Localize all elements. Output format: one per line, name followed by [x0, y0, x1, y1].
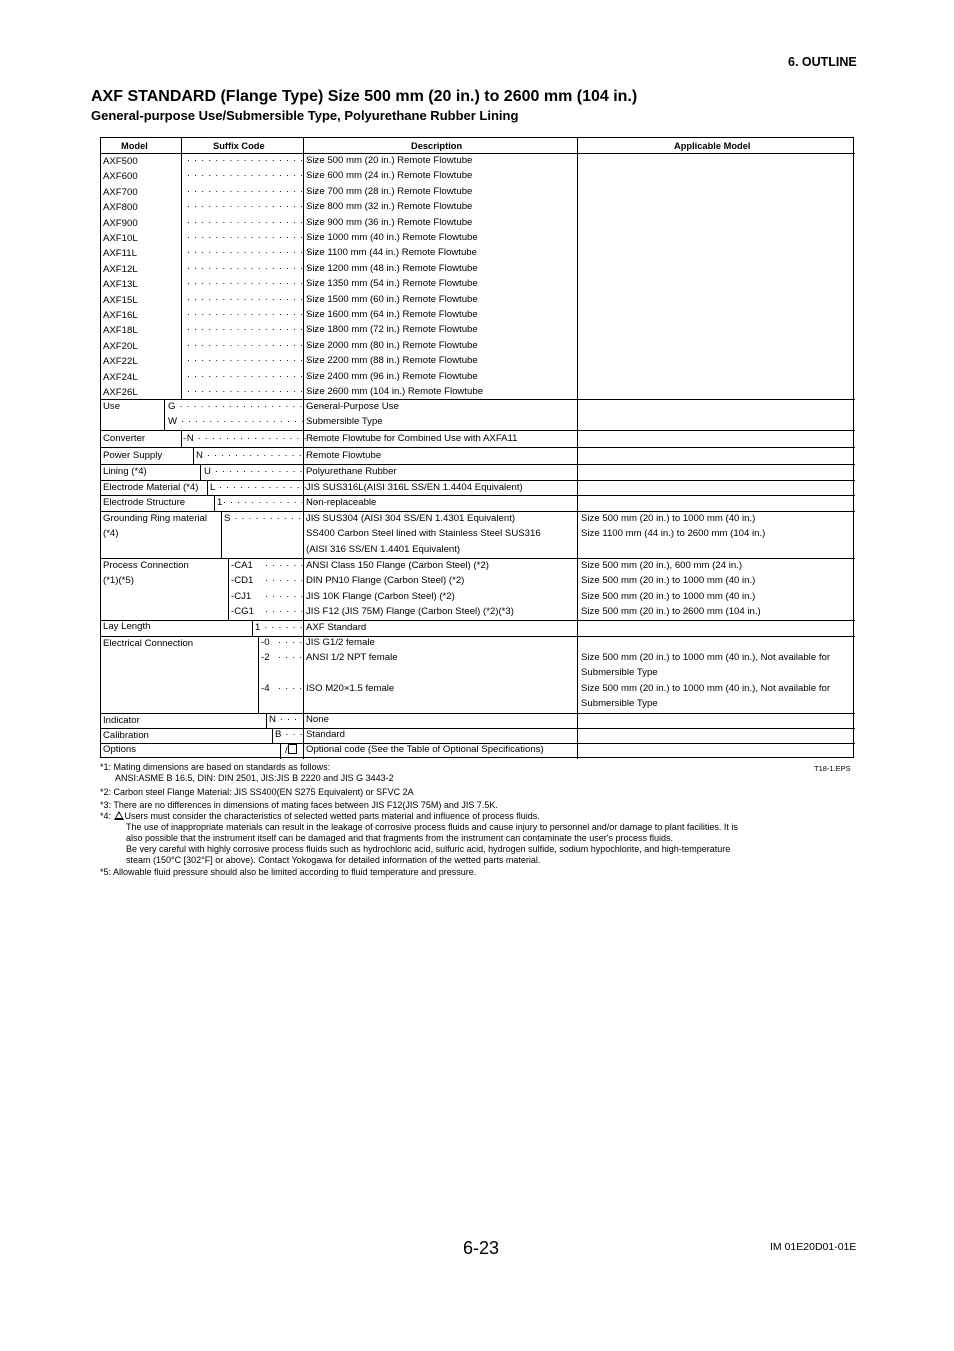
process-connection-applicable: Size 500 mm (20 in.) to 1000 mm (40 in.): [581, 590, 756, 602]
table-rule: [101, 399, 855, 400]
document-id: IM 01E20D01-01E: [770, 1241, 857, 1253]
table-rule: [228, 558, 229, 620]
desc-use-g: General-Purpose Use: [306, 401, 399, 412]
process-connection-description: DIN PN10 Flange (Carbon Steel) (*2): [306, 575, 465, 587]
table-rule: [280, 743, 281, 759]
desc-grounding-ring-2: SS400 Carbon Steel lined with Stainless Steel SUS316: [306, 528, 541, 539]
process-connection-description: JIS 10K Flange (Carbon Steel) (*2): [306, 590, 455, 602]
table-rule: [101, 636, 855, 637]
suffix-code-grounding-ring: S · · · · · · · · · · · ·: [224, 513, 316, 524]
process-connection-applicable: Size 500 mm (20 in.), 600 mm (24 in.): [581, 560, 743, 571]
electrical-connection-code: -0: [261, 637, 270, 648]
suffix-dots: · · · · · ·: [265, 590, 305, 602]
suffix-code-use-w: W · · · · · · · · · · · · · · · · · · · · ·: [168, 416, 326, 427]
row-label-lining: Lining (*4): [103, 466, 147, 477]
desc-lining: Polyurethane Rubber: [306, 466, 397, 477]
note-1: *1: Mating dimensions are based on standards as follows:: [100, 762, 331, 772]
suffix-dots: · · · · · · · · · · · · · · · · · · · ·: [187, 216, 325, 228]
electrical-connection-description: JIS G1/2 female: [306, 637, 375, 648]
section-header: 6. OUTLINE: [788, 55, 857, 69]
process-connection-code: -CA1: [231, 560, 253, 571]
row-label-electrode-structure: Electrode Structure: [103, 497, 186, 508]
model-description: Size 900 mm (36 in.) Remote Flowtube: [306, 216, 473, 228]
page-subtitle: General-purpose Use/Submersible Type, Polyurethane Rubber Lining: [91, 108, 519, 123]
table-rule: [266, 713, 267, 728]
model-description: Size 1200 mm (48 in.) Remote Flowtube: [306, 262, 478, 274]
note-4-line-4: Be very careful with highly corrosive process fluids such as hydrochloric acid, sulfuric acid, hydrogen sulfide, sodium hypochlorite, and high-temperature: [126, 844, 731, 854]
col-header-model: Model: [121, 141, 148, 151]
model-code: AXF500: [103, 156, 138, 167]
suffix-code-use-g: G · · · · · · · · · · · · · · · · · · · · ·: [168, 401, 325, 412]
table-rule: [101, 558, 855, 559]
note-4: [100, 811, 540, 822]
desc-lay-length: AXF Standard: [306, 622, 367, 633]
table-rule: [258, 636, 259, 713]
suffix-dots: · · · · · · · · · · · · · · · · · · · ·: [187, 155, 325, 166]
row-label-electrical-connection: Electrical Connection: [103, 638, 194, 649]
model-description: Size 1500 mm (60 in.) Remote Flowtube: [306, 293, 478, 305]
suffix-dots: · · · · · · · · · · · · · · · · · · · ·: [187, 262, 325, 274]
note-4-line-5: steam (150°C [302°F] or above). Contact Yokogawa for detailed information of the wetted parts material.: [126, 855, 541, 865]
model-code: AXF16L: [103, 310, 138, 321]
suffix-dots: · · · ·: [278, 652, 303, 663]
model-code: AXF700: [103, 186, 138, 198]
table-rule: [214, 495, 215, 511]
table-rule: [101, 511, 855, 512]
desc-converter: Remote Flowtube for Combined Use with AXFA11: [306, 433, 518, 444]
suffix-code-power-supply: N · · · · · · · · · · · · · · · ·: [196, 450, 317, 461]
process-connection-code: -CG1: [231, 606, 254, 618]
model-description: Size 1800 mm (72 in.) Remote Flowtube: [306, 324, 478, 336]
table-rule: [200, 464, 201, 480]
process-connection-applicable: Size 500 mm (20 in.) to 2600 mm (104 in.): [581, 606, 761, 618]
suffix-dots: · · · · · · · · · · · · · · · · · · · ·: [187, 309, 325, 320]
model-suffix-code-table: [100, 137, 854, 758]
suffix-dots: · · · · · · · · · · · · · · · · · · · ·: [187, 370, 325, 382]
table-rule: [272, 728, 273, 743]
row-label-power-supply: Power Supply: [103, 450, 163, 461]
note-1-detail: ANSI:ASME B 16.5, DIN: DIN 2501, JIS:JIS B 2220 and JIS G 3443-2: [115, 773, 394, 783]
model-description: Size 2200 mm (88 in.) Remote Flowtube: [306, 355, 478, 367]
suffix-code-electrode-material: L · · · · · · · · · · · · ·: [210, 482, 308, 493]
suffix-code-electrode-structure: 1· · · · · · · · · · · · · ·: [217, 497, 319, 508]
process-connection-applicable: Size 500 mm (20 in.) to 1000 mm (40 in.): [581, 575, 756, 587]
model-description: Size 700 mm (28 in.) Remote Flowtube: [306, 185, 473, 197]
table-rule: [252, 620, 253, 636]
suffix-dots: · · · · · · · · · · · · · · · · · · · ·: [187, 185, 325, 197]
placeholder-box-icon: [288, 744, 297, 754]
electrical-connection-code: -4: [261, 683, 270, 694]
col-header-applicable-model: Applicable Model: [674, 141, 751, 151]
electrical-connection-applicable: Size 500 mm (20 in.) to 1000 mm (40 in.), Not available for: [581, 652, 831, 663]
table-rule: [101, 464, 855, 465]
model-description: Size 2000 mm (80 in.) Remote Flowtube: [306, 339, 478, 351]
table-rule: [193, 447, 194, 464]
suffix-code-converter: -N · · · · · · · · · · · · · · · · ·: [183, 433, 315, 444]
model-code: AXF13L: [103, 279, 138, 291]
table-rule: [101, 430, 855, 431]
applicable-grounding-ring-2: Size 1100 mm (44 in.) to 2600 mm (104 in.): [581, 528, 766, 539]
suffix-dots: · · · · · · · · · · · · · · · · · · · ·: [187, 339, 325, 351]
model-description: Size 1100 mm (44 in.) Remote Flowtube: [306, 247, 477, 259]
desc-calibration: Standard: [306, 729, 345, 740]
model-code: AXF24L: [103, 371, 138, 383]
suffix-dots: · · · · · · · · · · · · · · · · · · · ·: [187, 170, 325, 182]
note-4-text: Users must consider the characteristics of selected wetted parts material and influence of process fluids.: [124, 811, 540, 821]
applicable-grounding-ring-1: Size 500 mm (20 in.) to 1000 mm (40 in.): [581, 513, 756, 524]
process-connection-description: JIS F12 (JIS 75M) Flange (Carbon Steel) (*2)(*3): [306, 606, 514, 618]
row-label-grounding-ring-note: (*4): [103, 528, 119, 539]
table-rule: [101, 620, 855, 621]
row-label-converter: Converter: [103, 433, 146, 444]
suffix-code-lining: U · · · · · · · · · · · · ·: [204, 466, 304, 477]
process-connection-code: -CJ1: [231, 590, 252, 602]
table-rule: [101, 713, 855, 714]
note-4-prefix: *4:: [100, 811, 112, 821]
process-connection-description: ANSI Class 150 Flange (Carbon Steel) (*2): [306, 560, 489, 571]
electrical-connection-applicable: Size 500 mm (20 in.) to 1000 mm (40 in.), Not available for: [581, 683, 831, 694]
model-code: AXF800: [103, 202, 138, 214]
table-rule: [101, 447, 855, 448]
process-connection-code: -CD1: [231, 575, 254, 587]
suffix-code-indicator: N · · ·: [269, 714, 298, 725]
table-rule: [101, 480, 855, 481]
electrical-connection-applicable-cont: Submersible Type: [581, 698, 658, 710]
model-code: AXF26L: [103, 387, 138, 398]
col-header-description: Description: [411, 141, 463, 151]
note-4-line-3: also possible that the instrument itself can be damaged and that fragments from the instrument can contaminate the user's process fluids.: [126, 833, 674, 843]
table-rule: [207, 480, 208, 495]
suffix-code-calibration: B · · ·: [275, 729, 304, 740]
model-code: AXF15L: [103, 294, 138, 306]
suffix-dots: · · · · · · · · · · · · · · · · · · · ·: [187, 232, 325, 243]
model-description: Size 800 mm (32 in.) Remote Flowtube: [306, 201, 473, 213]
model-code: AXF12L: [103, 263, 138, 275]
row-label-process-connection-note: (*1)(*5): [103, 575, 134, 586]
row-label-grounding-ring: Grounding Ring material: [103, 513, 207, 524]
table-rule: [164, 399, 165, 430]
suffix-dots: · · · · · ·: [265, 606, 305, 618]
row-label-lay-length: Lay Length: [103, 621, 151, 632]
table-rule: [101, 153, 855, 154]
desc-grounding-ring-3: (AISI 316 SS/EN 1.4401 Equivalent): [306, 544, 461, 555]
suffix-code-lay-length: 1 · · · · · · ·: [255, 622, 311, 633]
suffix-dots: · · · · · · · · · · · · · · · · · · · ·: [187, 201, 325, 213]
row-label-options: Options: [103, 744, 137, 755]
page-number: 6-23: [463, 1238, 500, 1258]
desc-indicator: None: [306, 714, 329, 725]
model-code: AXF22L: [103, 356, 138, 368]
model-code: AXF10L: [103, 233, 138, 244]
model-code: AXF900: [103, 217, 138, 229]
model-code: AXF18L: [103, 325, 138, 337]
desc-grounding-ring-1: JIS SUS304 (AISI 304 SS/EN 1.4301 Equivalent): [306, 513, 516, 524]
suffix-dots: · · · · · · · · · · · · · · · · · · · ·: [187, 324, 325, 336]
options-slash: /: [285, 745, 288, 756]
model-description: Size 1350 mm (54 in.) Remote Flowtube: [306, 278, 478, 290]
warning-triangle-icon: [114, 811, 124, 820]
model-code: AXF11L: [103, 248, 137, 260]
desc-use-w: Submersible Type: [306, 416, 383, 427]
suffix-dots: · · · · · · · · · · · · · · · · · · · ·: [187, 293, 325, 305]
model-description: Size 2400 mm (96 in.) Remote Flowtube: [306, 370, 478, 382]
suffix-dots: · · · · · · · · · · · · · · · · · · · ·: [187, 386, 325, 397]
suffix-dots: · · · · · · · · · · · · · · · · · · · ·: [187, 247, 325, 259]
model-code: AXF20L: [103, 340, 138, 352]
model-description: Size 1600 mm (64 in.) Remote Flowtube: [306, 309, 478, 320]
model-description: Size 600 mm (24 in.) Remote Flowtube: [306, 170, 473, 182]
table-rule: [577, 138, 578, 759]
desc-electrode-structure: Non-replaceable: [306, 497, 377, 508]
electrical-connection-code: -2: [261, 652, 270, 663]
suffix-dots: · · · · · · · · · · · · · · · · · · · ·: [187, 278, 325, 290]
desc-electrode-material: JIS SUS316L(AISI 316L SS/EN 1.4404 Equivalent): [306, 482, 523, 493]
row-label-indicator: Indicator: [103, 715, 140, 726]
suffix-dots: · · · · · · · · · · · · · · · · · · · ·: [187, 355, 325, 367]
suffix-dots: · · · ·: [278, 637, 303, 648]
note-3: *3: There are no differences in dimensions of mating faces between JIS F12(JIS 75M) and JIS 7.5K.: [100, 800, 498, 810]
col-header-suffix-code: Suffix Code: [213, 141, 265, 151]
desc-power-supply: Remote Flowtube: [306, 450, 382, 461]
model-code: AXF600: [103, 171, 138, 183]
row-label-electrode-material: Electrode Material (*4): [103, 482, 199, 493]
note-4-line-2: The use of inappropriate materials can result in the leakage of corrosive process fluids and cause injury to personnel and/or damage to plant facilities. It is: [126, 822, 738, 832]
table-rule: [181, 138, 182, 400]
row-label-calibration: Calibration: [103, 730, 149, 741]
row-label-use: Use: [103, 401, 121, 412]
suffix-dots: · · · · · ·: [265, 560, 305, 571]
page-title: AXF STANDARD (Flange Type) Size 500 mm (20 in.) to 2600 mm (104 in.): [91, 88, 638, 105]
electrical-connection-description: ISO M20×1.5 female: [306, 683, 395, 694]
table-rule: [181, 430, 182, 447]
suffix-dots: · · · ·: [278, 683, 303, 694]
figure-reference: T18-1.EPS: [814, 764, 851, 773]
desc-options: Optional code (See the Table of Optional Specifications): [306, 744, 544, 755]
suffix-code-options: [285, 744, 297, 757]
suffix-dots: · · · · · ·: [265, 575, 305, 587]
model-description: Size 1000 mm (40 in.) Remote Flowtube: [306, 232, 478, 243]
table-rule: [221, 511, 222, 558]
note-5: *5: Allowable fluid pressure should also be limited according to fluid temperature and pressure.: [100, 867, 477, 877]
electrical-connection-description: ANSI 1/2 NPT female: [306, 652, 398, 663]
model-description: Size 500 mm (20 in.) Remote Flowtube: [306, 155, 473, 166]
electrical-connection-applicable-cont: Submersible Type: [581, 667, 658, 679]
table-rule: [101, 728, 855, 729]
model-description: Size 2600 mm (104 in.) Remote Flowtube: [306, 386, 484, 397]
note-2: *2: Carbon steel Flange Material: JIS SS400(EN S275 Equivalent) or SFVC 2A: [100, 787, 414, 797]
row-label-process-connection: Process Connection: [103, 560, 189, 571]
